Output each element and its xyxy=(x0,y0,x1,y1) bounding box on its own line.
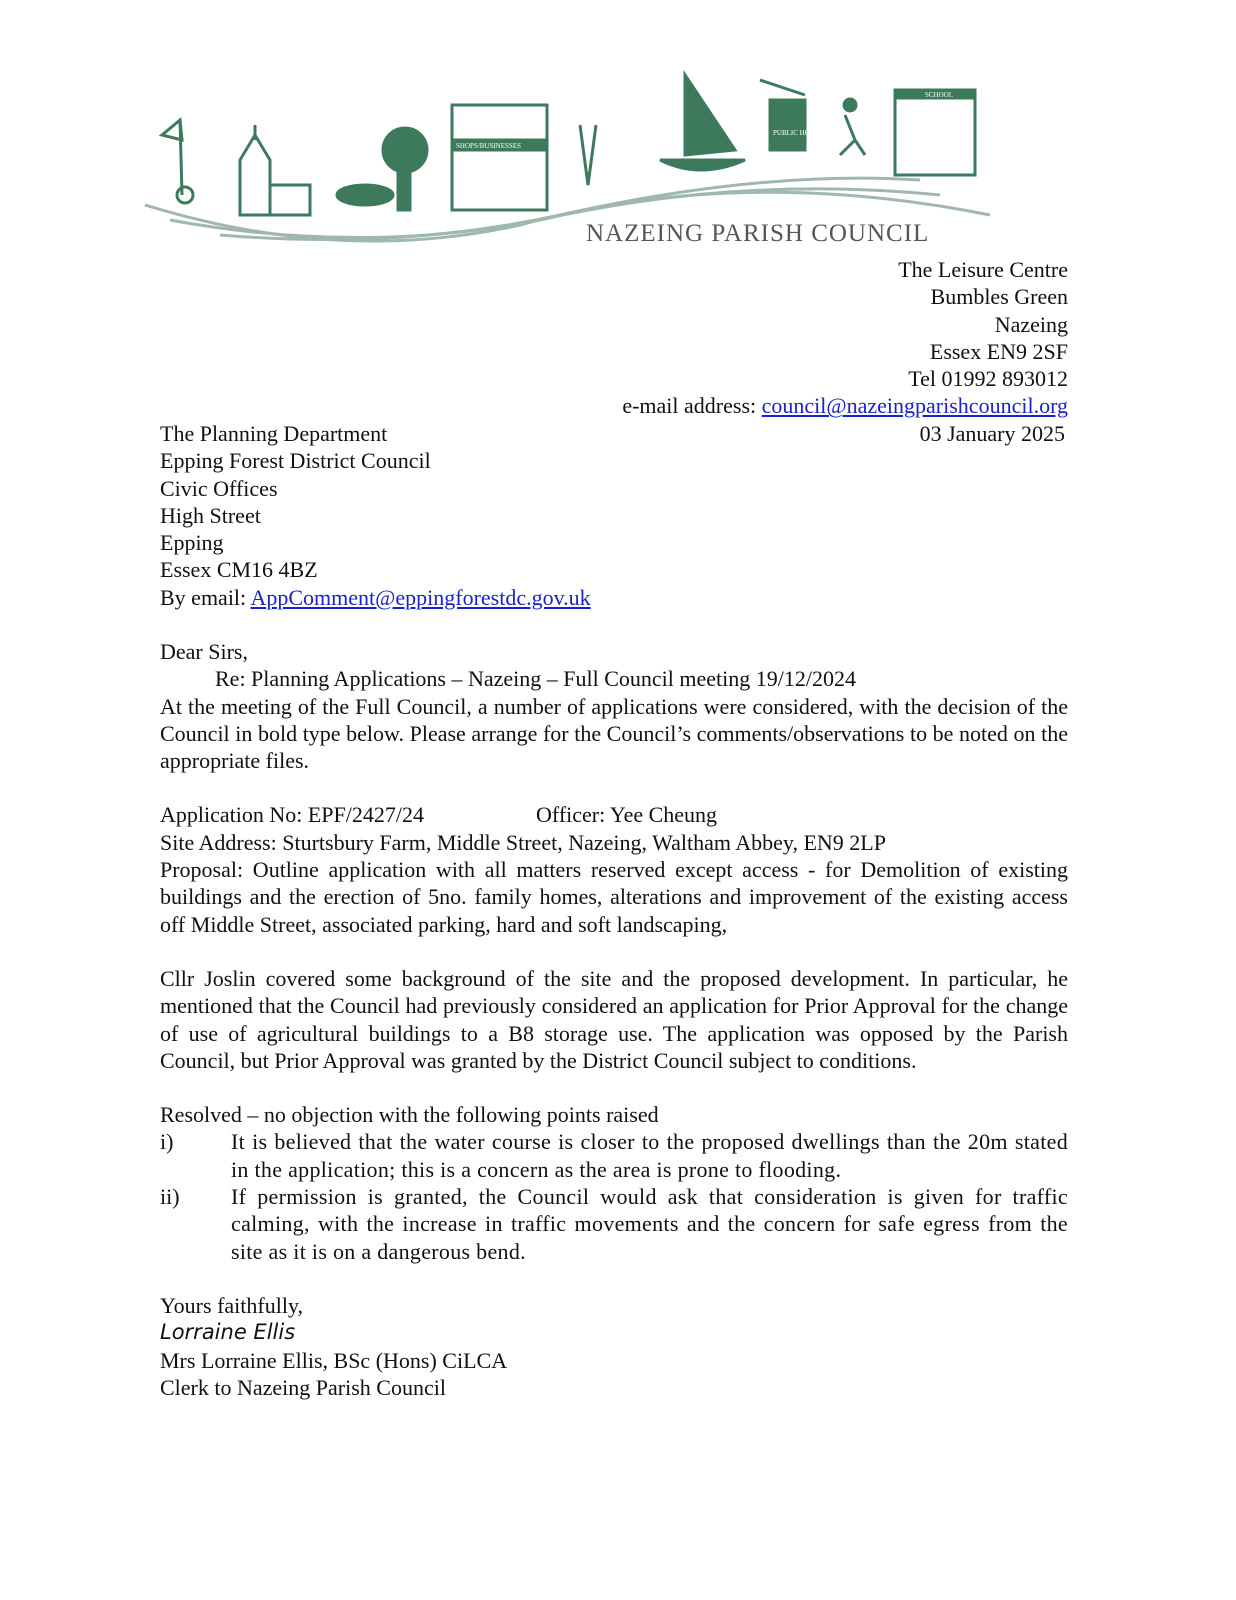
point-text: If permission is granted, the Council would ask that consideration is given for traffic calming, with the increase in traffic movements and the concern for safe egress from the site as it is on a dangerous bend. xyxy=(231,1184,1068,1264)
logo-label-school: SCHOOL xyxy=(925,91,954,99)
signature: Lorraine Ellis xyxy=(160,1320,296,1345)
resolution: Resolved – no objection with the following points raised xyxy=(160,1102,659,1128)
council-email-link[interactable]: council@nazeingparishcouncil.org xyxy=(761,393,1068,419)
letter-body xyxy=(160,638,1068,1401)
site-address: Site Address: Sturtsbury Farm, Middle Street, Nazeing, Waltham Abbey, EN9 2LP xyxy=(160,829,886,855)
signatory-title: Clerk to Nazeing Parish Council xyxy=(160,1374,446,1400)
intro-paragraph: At the meeting of the Full Council, a number of applications were considered, with the decision of the Council in bold type below. Please arrange for the Council’s comments/observations to be noted on the appropriate files. xyxy=(160,693,1068,774)
point-item xyxy=(160,1128,1068,1183)
proposal-text: Proposal: Outline application with all matters reserved except access - for Demolition of existing buildings and the erection of 5no. family homes, alterations and improvement of the existing access off Middle Street, associated parking, hard and soft landscaping, xyxy=(160,857,1068,937)
address-line: Civic Offices xyxy=(160,475,278,501)
application-number: Application No: EPF/2427/24 xyxy=(160,802,424,828)
point-text: It is believed that the water course is closer to the proposed dwellings than the 20m stated in the application; this is a concern as the area is prone to flooding. xyxy=(231,1129,1068,1182)
signatory-name: Mrs Lorraine Ellis, BSc (Hons) CiLCA xyxy=(160,1347,508,1373)
email-label: e-mail address: xyxy=(622,393,762,419)
address-line: Essex EN9 2SF xyxy=(929,338,1068,364)
recipient-email-link[interactable]: AppComment@eppingforestdc.gov.uk xyxy=(250,584,591,610)
point-number: ii) xyxy=(160,1184,180,1210)
logo-label-pubs: PUBLIC HOUSES xyxy=(773,129,827,137)
address-line: Essex CM16 4BZ xyxy=(160,557,318,583)
letter-date: 03 January 2025 xyxy=(919,421,1065,446)
phone-line: Tel 01992 893012 xyxy=(908,366,1068,392)
point-number: i) xyxy=(160,1129,174,1155)
officer-name: Officer: Yee Cheung xyxy=(536,802,718,828)
org-name: NAZEING PARISH COUNCIL xyxy=(586,220,930,247)
address-line: High Street xyxy=(160,502,261,528)
address-line: Bumbles Green xyxy=(930,284,1068,310)
address-line: Epping Forest District Council xyxy=(160,448,431,474)
address-line: The Leisure Centre xyxy=(898,257,1068,282)
background-paragraph: Cllr Joslin covered some background of the site and the proposed development. In particular, he mentioned that the Council had previously considered an application for Prior Approval for the change of use of agricultural buildings to a B8 storage use. The application was opposed by the Parish Council, but Prior Approval was granted by the District Council subject to conditions. xyxy=(160,965,1068,1073)
closing: Yours faithfully, xyxy=(160,1292,304,1318)
logo-label-shops: SHOPS/BUSINESSES xyxy=(456,142,521,150)
recipient-address xyxy=(160,420,591,611)
sender-address xyxy=(622,256,1068,420)
by-email-label: By email: xyxy=(160,584,251,610)
address-line: Epping xyxy=(160,530,224,556)
address-line: The Planning Department xyxy=(160,421,388,446)
point-item xyxy=(160,1183,1068,1265)
salutation: Dear Sirs, xyxy=(160,639,248,664)
address-line: Nazeing xyxy=(994,311,1068,337)
subject-line: Re: Planning Applications – Nazeing – Full Council meeting 19/12/2024 xyxy=(215,666,856,692)
